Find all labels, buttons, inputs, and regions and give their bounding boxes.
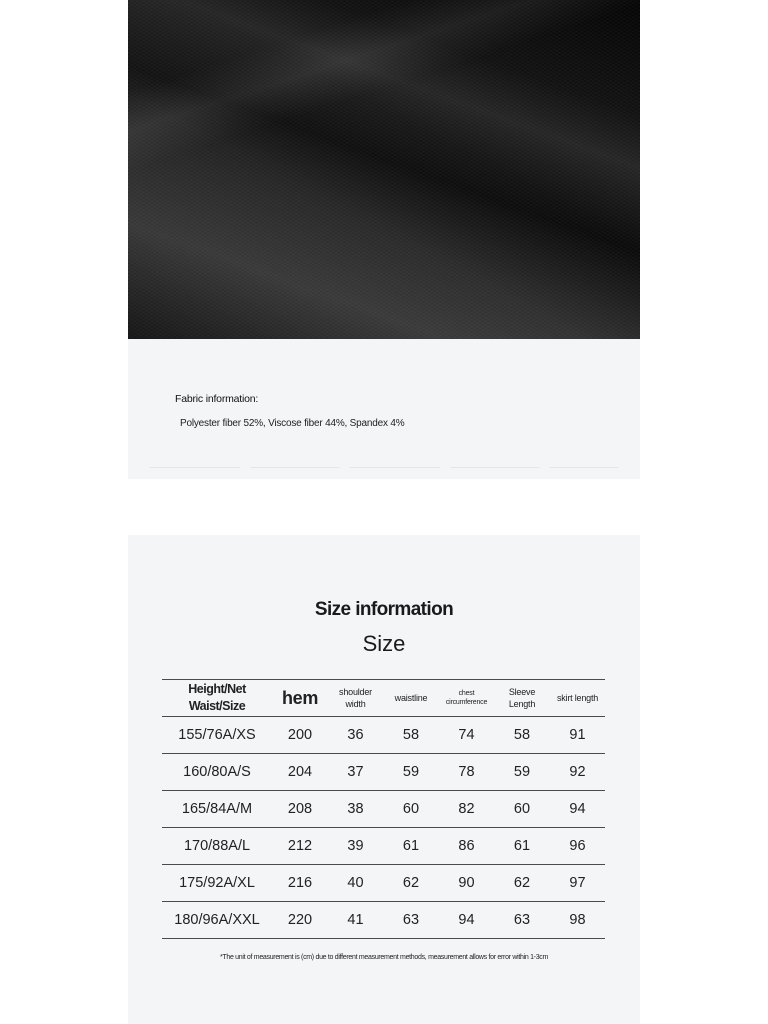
cell-size: 175/92A/XL — [179, 875, 255, 891]
cell-size: 155/76A/XS — [178, 727, 256, 743]
cell-shoulder-width: 39 — [327, 828, 383, 864]
cell-size: 160/80A/S — [183, 764, 251, 780]
table-row — [162, 753, 605, 790]
cell-sleeve-length: 61 — [494, 828, 549, 864]
size-table — [162, 679, 605, 939]
cell-chest: 74 — [438, 717, 494, 753]
header-waistline: waistline — [383, 680, 438, 716]
fabric-composition: Polyester fiber 52%, Viscose fiber 44%, Spandex 4% — [180, 418, 405, 429]
cell-hem: 204 — [272, 754, 327, 790]
cell-sleeve-length: 62 — [494, 865, 549, 901]
cell-waistline: 60 — [383, 791, 438, 827]
table-row — [162, 716, 605, 753]
size-title: Size information — [314, 599, 454, 620]
cell-size: 180/96A/XXL — [174, 912, 260, 928]
cell-chest: 90 — [438, 865, 494, 901]
cell-sleeve-length: 59 — [494, 754, 549, 790]
header-skirt-length: skirt length — [549, 680, 605, 716]
cell-waistline: 63 — [383, 902, 438, 938]
cell-shoulder-width: 40 — [327, 865, 383, 901]
cell-sleeve-length: 60 — [494, 791, 549, 827]
cell-skirt-length: 94 — [549, 791, 605, 827]
fabric-heading: Fabric information: — [175, 393, 259, 405]
cell-hem: 216 — [272, 865, 327, 901]
measurement-footnote: *The unit of measurement is (cm) due to different measurement methods, measurement allows for error within 1-3cm — [219, 954, 549, 961]
cell-hem: 220 — [272, 902, 327, 938]
table-row — [162, 901, 605, 939]
size-subtitle: Size — [362, 631, 406, 656]
table-row — [162, 790, 605, 827]
cell-chest: 78 — [438, 754, 494, 790]
cell-shoulder-width: 38 — [327, 791, 383, 827]
cell-hem: 200 — [272, 717, 327, 753]
cell-skirt-length: 97 — [549, 865, 605, 901]
cell-chest: 94 — [438, 902, 494, 938]
cell-skirt-length: 91 — [549, 717, 605, 753]
cell-skirt-length: 96 — [549, 828, 605, 864]
table-header-row — [162, 679, 605, 716]
size-info-panel — [128, 535, 640, 1024]
header-chest: chest circumference — [438, 680, 494, 716]
header-shoulder-width: shoulder width — [327, 680, 383, 716]
cell-hem: 208 — [272, 791, 327, 827]
table-row — [162, 827, 605, 864]
cell-size: 165/84A/M — [181, 801, 253, 817]
cell-hem: 212 — [272, 828, 327, 864]
cell-size: 170/88A/L — [183, 838, 251, 854]
table-row — [162, 864, 605, 901]
cell-sleeve-length: 58 — [494, 717, 549, 753]
cell-chest: 86 — [438, 828, 494, 864]
cell-waistline: 62 — [383, 865, 438, 901]
cell-skirt-length: 92 — [549, 754, 605, 790]
cell-shoulder-width: 41 — [327, 902, 383, 938]
cell-waistline: 58 — [383, 717, 438, 753]
cell-waistline: 59 — [383, 754, 438, 790]
fabric-info-panel — [128, 339, 640, 479]
cell-waistline: 61 — [383, 828, 438, 864]
fabric-photo — [128, 0, 640, 339]
header-hem: hem — [272, 680, 327, 716]
cell-shoulder-width: 37 — [327, 754, 383, 790]
header-sleeve-length: Sleeve Length — [494, 680, 549, 716]
cell-shoulder-width: 36 — [327, 717, 383, 753]
cell-chest: 82 — [438, 791, 494, 827]
cell-skirt-length: 98 — [549, 902, 605, 938]
header-size: Height/Net Waist/Size — [188, 682, 246, 713]
divider — [150, 467, 618, 468]
cell-sleeve-length: 63 — [494, 902, 549, 938]
